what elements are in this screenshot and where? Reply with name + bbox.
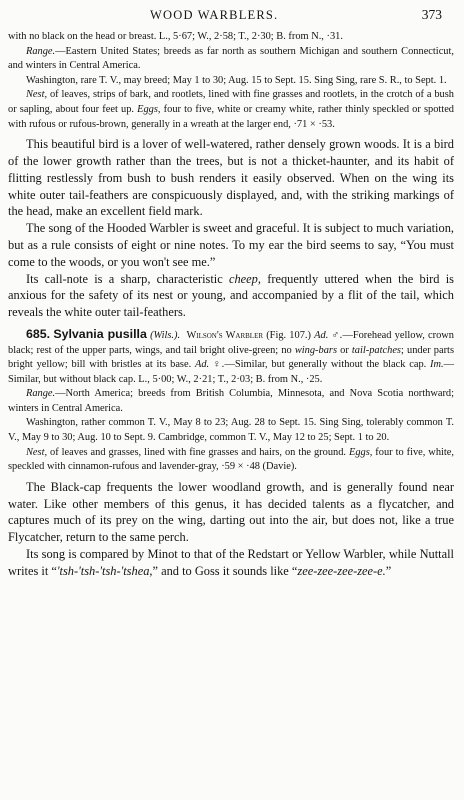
species-nest-text: of leaves and grasses, lined with fine grasses and hairs, on the ground. [47, 446, 349, 458]
call-note-paragraph [8, 271, 454, 321]
range-paragraph [8, 45, 454, 74]
species-name: Sylvania pusilla [53, 326, 147, 341]
measurements-paragraph: with no black on the head or breast. L., 5·67; W., 2·58; T., 2·30; B. from N., ·31. [8, 31, 343, 42]
species-washington-paragraph: Washington, rather common T. V., May 8 to 23; Aug. 28 to Sept. 15. Sing Sing, tolerably common T. V., May 9 to 30; Aug. 10 to Sept. 9. Cambridge, common T. V., May 12 to 25; Sept. 1 to 20. [8, 417, 454, 444]
adult-female-text: —Similar, but generally without the black cap. [224, 359, 431, 371]
page-body [8, 30, 454, 580]
song-text-c: ” [385, 563, 392, 578]
figure-reference: (Fig. 107.) [266, 329, 311, 341]
species-eggs-label: Eggs, [348, 446, 373, 458]
species-number: 685. [26, 326, 51, 341]
species-nest-paragraph [8, 446, 454, 475]
species-author: (Wils.). [150, 329, 181, 341]
adult-female-label: Ad. ♀. [194, 359, 225, 371]
eggs-label: Eggs, [137, 103, 161, 115]
species-nest-label: Nest, [26, 446, 48, 458]
or-text: or [337, 344, 352, 356]
call-note-text-a: Its call-note is a sharp, characteristic [26, 271, 229, 286]
species-range-label: Range. [26, 388, 56, 400]
nest-text: of leaves, strips of bark, and rootlets, lined with fine grasses and rootlets, in the crotch of a bush or sapling, about four feet up. [8, 89, 454, 115]
adult-male-text-a: —Forehead yellow, crown black; rest of the upper parts, wings, and tail bright olive-green; no [8, 329, 455, 356]
range-text: —Eastern United States; breeds as far north as southern Michigan and southern Connecticut, and winters in Central America. [8, 45, 454, 72]
page-number: 373 [421, 7, 442, 22]
description-paragraph-1: This beautiful bird is a lover of well-watered, rather densely grown woods. It is a bird of the lower growth rather than the trees, but is not a thicket-haunter, and its habit of flitting restlessly from bush to bush renders it easily observed. When on the wing its white outer tail-feathers are conspicuously displayed, and, with the striking markings of the head, make an excellent field mark. [8, 137, 454, 219]
goss-song: zee-zee-zee-zee-e. [297, 563, 386, 578]
species-range-paragraph [8, 387, 454, 416]
immature-text: —Similar, but without black cap. L., 5·00; W., 2·21; T., 2·03; B. from N., ·25. [8, 359, 454, 385]
song-paragraph: The song of the Hooded Warbler is sweet and graceful. It is subject to much variation, but as a rule consists of eight or nine notes. To my ear the bird seems to say, “You must come to the woods, or you won't see me.” [8, 221, 454, 269]
common-name: Wilson's Warbler [186, 329, 264, 341]
species-range-text: —North America; breeds from British Columbia, Minnesota, and Nova Scotia northward; winters in Central America. [8, 388, 454, 414]
species-song-paragraph [8, 546, 454, 580]
nuttall-song: 'tsh-'tsh-'tsh-'tshea, [56, 563, 153, 578]
running-head: WOOD WARBLERS. [150, 8, 279, 22]
adult-male-label: Ad. ♂. [314, 329, 343, 341]
nest-paragraph [8, 88, 454, 132]
washington-paragraph: Washington, rare T. V., may breed; May 1 to 30; Aug. 15 to Sept. 15. Sing Sing, rare S. R., to Sept. 1. [26, 74, 447, 86]
adult-male-text-b: ; under parts bright yellow; bill with bristles at its base. [8, 344, 454, 371]
song-text-a: Its song is compared by Minot to that of the Redstart or Yellow Warbler, while Nuttall writes it “ [8, 547, 454, 578]
immature-label: Im. [430, 359, 444, 371]
eggs-text: four to five, white or creamy white, rather thinly speckled or spotted with rufous or rufous-brown, generally in a wreath at the larger end, ·71 × ·53. [8, 103, 454, 130]
range-label: Range. [26, 45, 56, 57]
species-description-paragraph: The Black-cap frequents the lower woodland growth, and is generally found near water. Like other members of this genus, it has decided talents as a flycatcher, and captures much of its prey on the wing, darting out into the air, but does not, like a true Flycatcher, return to the same perch. [8, 479, 454, 545]
call-note-word: cheep, [228, 271, 261, 286]
wing-bars-term: wing-bars [294, 344, 337, 356]
tail-patches-term: tail-patches [351, 344, 401, 356]
song-text-b: ” and to Goss it sounds like “ [152, 563, 298, 578]
species-eggs-text: four to five, white, speckled with cinnamon-rufous and lavender-gray, ·59 × ·48 (Davie). [8, 446, 454, 473]
call-note-text-b: frequently uttered when the bird is anxious for the safety of its nest or young, and accompanied by a flit of the tail, which reveals the white outer tail-feathers. [8, 271, 455, 320]
page-header [0, 6, 464, 26]
species-heading-paragraph [8, 327, 454, 387]
nest-label: Nest, [26, 89, 48, 101]
